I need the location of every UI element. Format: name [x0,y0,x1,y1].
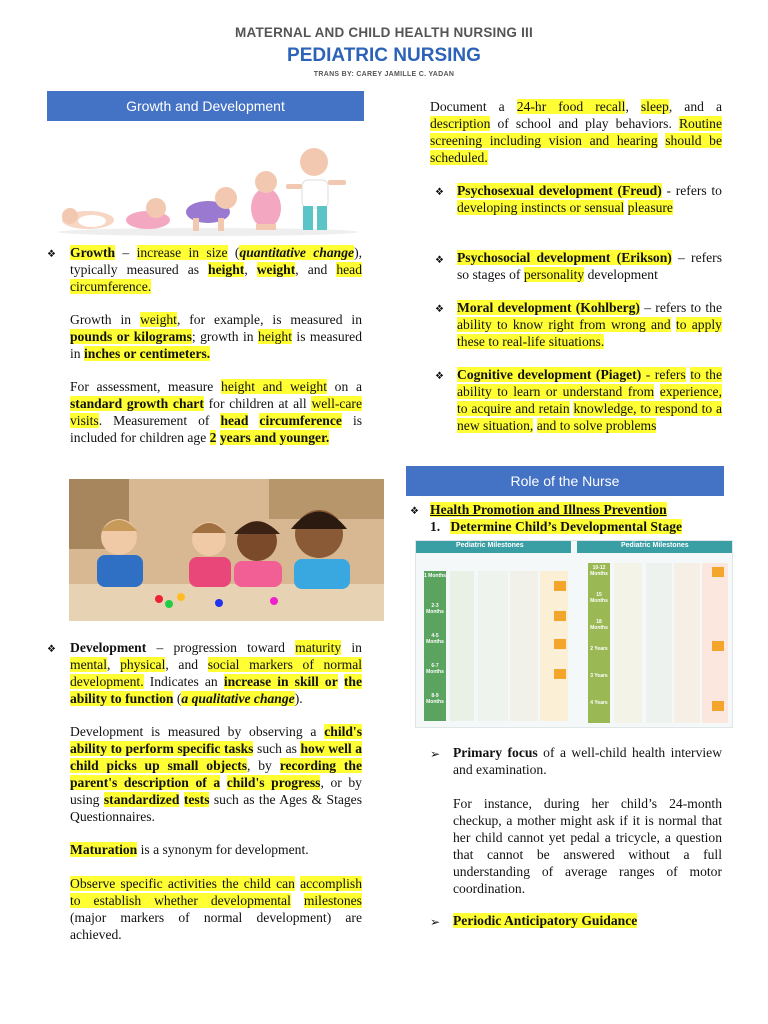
erikson-item: Psychosocial development (Erikson) – refers so stages of personality development [457,250,722,282]
bullet-icon: ❖ [47,644,56,655]
trans-credit: TRANS BY: CAREY JAMILLE C. YADAN [313,71,455,78]
children-playing-photo [69,479,384,621]
pediatric-milestones-chart [415,540,733,728]
milestone-age-label: 2-3 Months [426,603,444,615]
subject-title: PEDIATRIC NURSING [287,45,481,66]
growth-definition: Growth – increase in size (quantitative change), typically measured as height, weight, and head circumference. [70,245,363,294]
bullet-icon: ❖ [47,249,56,260]
milestone-age-label: 3 Years [590,673,608,679]
development-measure-paragraph: Development is measured by observing a child's ability to perform specific tasks such as how well a child picks up small objects, by recording the parent's description of a child's progress, or by using standardized tests such as the Ages & Stages Questionnaires. [70,724,363,824]
milestone-age-label: 4 Years [590,700,608,706]
growth-section-header: Growth and Development [47,91,364,121]
bullet-icon: ❖ [435,304,444,315]
bullet-icon: ❖ [410,506,419,517]
course-title: MATERNAL AND CHILD HEALTH NURSING III [235,25,533,40]
kohlberg-item: Moral development (Kohlberg) – refers to the ability to know right from wrong and to apply these to real-life situations. [457,300,722,349]
milestones-title-right: Pediatric Milestones [621,542,689,549]
bullet-icon: ❖ [435,255,444,266]
primary-focus-item: Primary focus of a well-child health interview and examination. [453,745,723,777]
maturation-paragraph: Maturation is a synonym for development. [70,842,309,857]
periodic-guidance-item: Periodic Anticipatory Guidance [453,913,638,928]
arrow-bullet-icon: ➢ [430,747,441,761]
arrow-bullet-icon: ➢ [430,915,441,929]
bullet-icon: ❖ [435,371,444,382]
instance-paragraph: For instance, during her child’s 24-month checkup, a mother might ask if it is normal that her child cannot yet pedal a tricycle, a question that cannot be answered without a full understanding of average ranges of motor coordination. [453,796,722,896]
growth-measure-paragraph: Growth in weight, for example, is measured in pounds or kilograms; growth in height is measured in inches or centimeters. [70,312,362,361]
documentation-paragraph: Document a 24-hr food recall, sleep, and a description of school and play behaviors. Routine screening including vision and hearing should be scheduled. [430,99,722,165]
milestone-age-label: 10-12 Months [590,565,608,577]
milestones-title-left: Pediatric Milestones [456,542,524,549]
milestone-age-label: 18 Months [590,619,608,631]
milestone-age-label: 1 Months [424,573,446,579]
development-definition: Development – progression toward maturity in mental, physical, and social markers of normal development. Indicates an increase in skill or the ability to function (a qualitative change). [70,640,363,706]
milestone-age-label: 4-5 Months [426,633,444,645]
bullet-icon: ❖ [435,187,444,198]
assessment-paragraph: For assessment, measure height and weight on a standard growth chart for children at all well-care visits. Measurement of head circumference is included for children age 2 years and younger. [70,379,363,445]
milestone-age-label: 2 Years [590,646,608,652]
milestone-age-label: 15 Months [590,592,608,604]
freud-item: Psychosexual development (Freud) - refers to developing instincts or sensual pleasure [457,183,722,215]
determine-stage-title: 1. Determine Child’s Developmental Stage [430,519,683,534]
role-section-header: Role of the Nurse [406,466,724,496]
health-promotion-title: Health Promotion and Illness Prevention [430,502,667,517]
milestone-age-label: 6-7 Months [426,663,444,675]
observe-paragraph: Observe specific activities the child can accomplish to establish whether developmental milestones (major markers of normal development) are achieved. [70,876,363,942]
milestone-age-label: 8-9 Months [426,693,444,705]
baby-growth-image [58,140,358,236]
piaget-item: Cognitive development (Piaget) - refers to the ability to learn or understand from experience, to acquire and retain knowledge, to respond to a new situation, and to solve problems [457,367,723,433]
